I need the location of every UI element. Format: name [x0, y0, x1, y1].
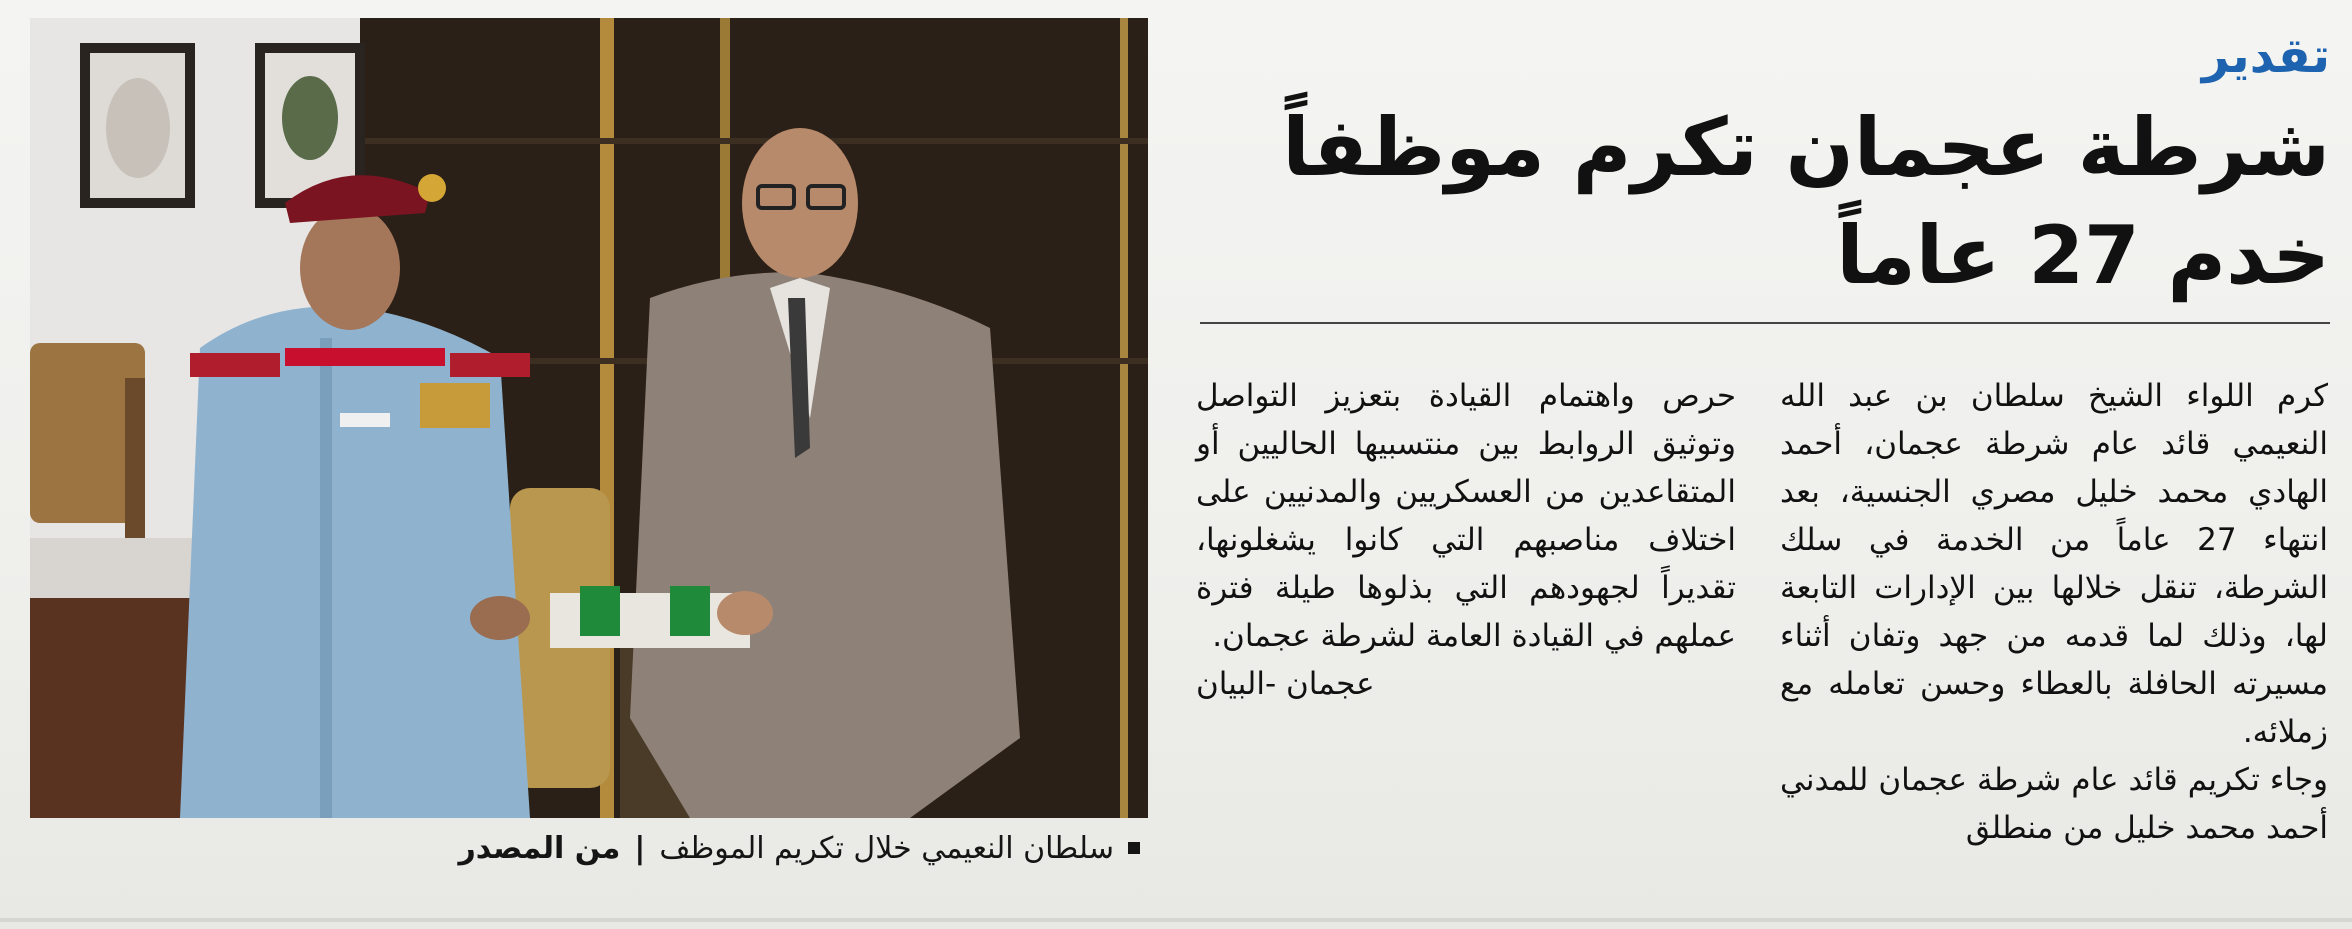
body-paragraph-2: وجاء تكريم قائد عام شرطة عجمان للمدني أحمد محمد خليل من منطلق	[1780, 762, 2328, 846]
headline-divider	[1200, 322, 2330, 324]
body-paragraph-1: كرم اللواء الشيخ سلطان بن عبد الله النعيمي قائد عام شرطة عجمان، أحمد الهادي محمد خليل مصري الجنسية، بعد انتهاء 27 عاماً من الخدمة في سلك الشرطة، تنقل خلالها بين الإدارات التابعة لها، وذلك لما قدمه من جهد وتفان أثناء مسيرته الحافلة بالعطاء وحسن تعامله مع زملائه.	[1780, 378, 2328, 750]
caption-credit: من المصدر	[458, 830, 621, 866]
headline-line-2: خدم 27 عاماً	[1836, 209, 2330, 302]
body-column-1	[1780, 372, 2328, 852]
headline	[1170, 94, 2330, 310]
headline-line-1: شرطة عجمان تكرم موظفاً	[1282, 101, 2330, 194]
photo-caption	[400, 822, 1140, 874]
caption-bullet-icon	[1128, 842, 1140, 854]
body-paragraph-3: حرص واهتمام القيادة بتعزيز التواصل وتوثيق الروابط بين منتسبيها الحاليين أو المتقاعدين من العسكريين والمدنيين على اختلاف مناصبهم التي كانوا يشغلونها، تقديراً لجهودهم التي بذلوها طيلة فترة عملهم في القيادة العامة لشرطة عجمان.	[1196, 378, 1736, 654]
caption-separator: |	[634, 830, 646, 866]
section-kicker: تقدير	[2201, 28, 2330, 84]
article-photo	[30, 18, 1148, 818]
caption-text: سلطان النعيمي خلال تكريم الموظف	[659, 830, 1114, 866]
page-bottom-edge	[0, 918, 2352, 922]
dateline: عجمان -البيان	[1196, 666, 1375, 702]
body-column-2	[1196, 372, 1736, 708]
dateline-row	[1196, 660, 1736, 708]
